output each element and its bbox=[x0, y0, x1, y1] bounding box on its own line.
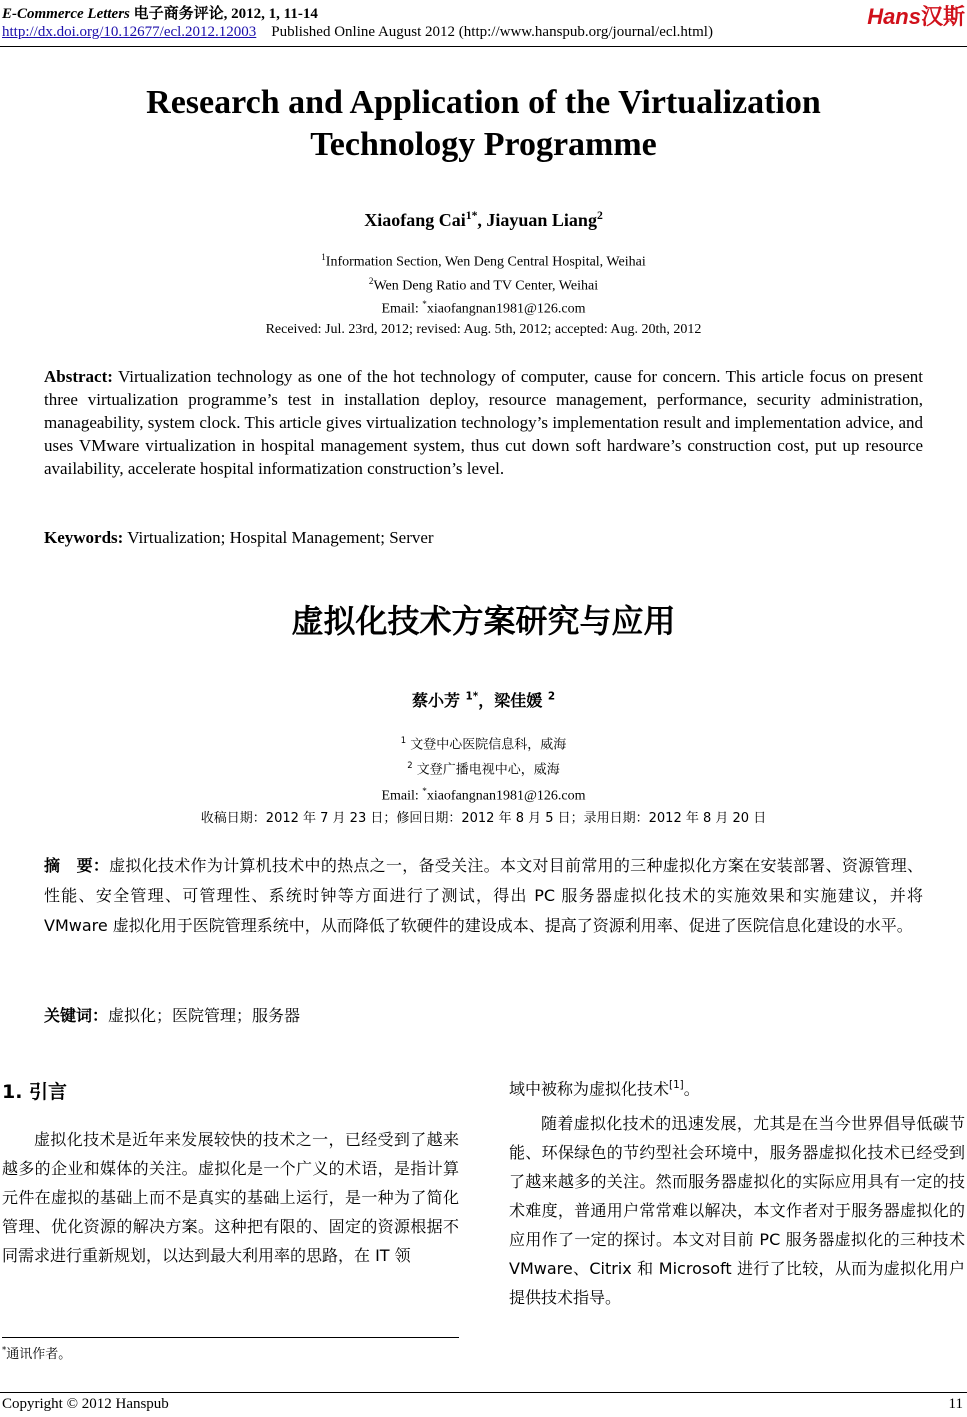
affiliation-2-cn-text: 文登广播电视中心，威海 bbox=[416, 762, 560, 778]
affiliation-2-text: Wen Deng Ratio and TV Center, Weihai bbox=[373, 278, 599, 294]
author-1-cn: 蔡小芳 bbox=[411, 691, 460, 710]
received-dates-english: Received: Jul. 23rd, 2012; revised: Aug. 5th, 2012; accepted: Aug. 20th, 2012 bbox=[265, 322, 702, 337]
footnote-sup: * bbox=[2, 1344, 7, 1355]
affiliation-1-cn bbox=[0, 730, 967, 755]
doi-link[interactable]: http://dx.doi.org/10.12677/ecl.2012.12003 bbox=[2, 24, 257, 40]
footnote-text: 通讯作者。 bbox=[6, 1347, 72, 1362]
author-separator: , bbox=[477, 210, 487, 230]
title-english bbox=[0, 82, 967, 166]
affiliation-1-text: Information Section, Wen Deng Central Hospital, Weihai bbox=[325, 254, 646, 270]
abstract-label: Abstract: bbox=[44, 367, 113, 386]
author-2: Jiayuan Liang bbox=[486, 210, 597, 230]
author-2-sup: 2 bbox=[596, 209, 603, 222]
title-line-1: Research and Application of the Virtualization bbox=[146, 84, 821, 121]
keywords-english bbox=[44, 526, 923, 549]
logo-cn: 汉斯 bbox=[920, 4, 965, 29]
journal-header bbox=[2, 2, 318, 23]
abstract-text-cn: 虚拟化技术作为计算机技术中的热点之一，备受关注。本文对目前常用的三种虚拟化方案在安装部署、资源管理、性能、安全管理、可管理性、系统时钟等方面进行了测试，得出 PC 服务器虚拟化技术的实施效果和实施建议，并将 VMware 虚拟化用于医院管理系统中，从而降低了软硬件的建设成本、提高了资源利用率、促进了医院信息化建设的水平。 bbox=[44, 856, 923, 935]
doi-line bbox=[2, 24, 713, 41]
volume-info: , 2012, 1, 11-14 bbox=[223, 6, 318, 22]
email-sup-cn: * bbox=[422, 785, 427, 796]
keywords-label: Keywords: bbox=[44, 528, 124, 547]
intro-paragraph-left: 虚拟化技术是近年来发展较快的技术之一，已经受到了越来越多的企业和媒体的关注。虚拟化是一个广义的术语，是指计算元件在虚拟的基础上而不是真实的基础上运行，是一种为了简化管理、优化资源的解决方案。这种把有限的、固定的资源根据不同需求进行重新规划，以达到最大利用率的思路，在 IT 领 bbox=[2, 1130, 459, 1265]
author-separator-cn: ， bbox=[478, 691, 495, 710]
author-1-sup: 1* bbox=[465, 209, 478, 222]
footer-divider bbox=[0, 1392, 967, 1393]
logo-latin: Hans bbox=[867, 4, 921, 29]
author-1: Xiaofang Cai bbox=[364, 210, 466, 230]
affiliation-2-cn bbox=[0, 755, 967, 780]
email-address-cn[interactable]: xiaofangnan1981@126.com bbox=[426, 788, 586, 804]
intro-paragraph-right-1 bbox=[509, 1071, 965, 1103]
citation-ref[interactable]: [1] bbox=[669, 1079, 684, 1091]
affiliations-chinese bbox=[0, 730, 967, 806]
keywords-label-cn: 关键词： bbox=[44, 1006, 109, 1025]
authors-chinese bbox=[0, 688, 967, 711]
email-address[interactable]: xiaofangnan1981@126.com bbox=[426, 301, 586, 317]
affiliations-english bbox=[0, 248, 967, 319]
journal-name: E-Commerce Letters bbox=[2, 6, 130, 22]
affiliation-2 bbox=[0, 272, 967, 296]
footnote bbox=[2, 1343, 71, 1362]
affiliation-2-cn-sup: 2 bbox=[407, 760, 413, 771]
abstract-chinese bbox=[44, 851, 923, 941]
affiliation-1-sup: 1 bbox=[321, 252, 326, 262]
title-line-2: Technology Programme bbox=[310, 126, 657, 163]
email-label: Email: bbox=[381, 301, 423, 317]
copyright: Copyright © 2012 Hanspub bbox=[2, 1396, 169, 1412]
email-line-cn bbox=[0, 781, 967, 807]
affiliation-2-sup: 2 bbox=[368, 275, 374, 286]
email-label-cn: Email: bbox=[381, 788, 423, 804]
published-info: Published Online August 2012 (http://www.hanspub.org/journal/ecl.html) bbox=[271, 24, 713, 40]
author-2-cn: 梁佳媛 bbox=[494, 691, 543, 710]
author-2-cn-sup: 2 bbox=[547, 690, 556, 703]
author-1-cn-sup: 1* bbox=[465, 690, 479, 703]
email-sup: * bbox=[422, 299, 427, 310]
keywords-text: Virtualization; Hospital Management; Server bbox=[123, 528, 434, 547]
keywords-chinese bbox=[44, 1003, 923, 1026]
affiliation-1 bbox=[0, 248, 967, 272]
received-dates-chinese: 收稿日期：2012 年 7 月 23 日；修回日期：2012 年 8 月 5 日；录用日期：2012 年 8 月 20 日 bbox=[200, 811, 767, 826]
affiliation-1-cn-text: 文登中心医院信息科，威海 bbox=[410, 737, 567, 753]
authors-english bbox=[0, 209, 967, 231]
journal-name-cn: 电子商务评论 bbox=[133, 6, 224, 22]
hanspub-logo bbox=[867, 0, 965, 31]
affiliation-1-cn-sup: 1 bbox=[400, 735, 407, 745]
intro-paragraph-right-2: 随着虚拟化技术的迅速发展，尤其是在当今世界倡导低碳节能、环保绿色的节约型社会环境中，服务器虚拟化技术已经受到了越来越多的关注。然而服务器虚拟化的实际应用具有一定的技术难度，普通用户常常难以解决，本文作者对于服务器虚拟化的应用作了一定的探讨。本文对目前 PC 服务器虚拟化的三种技术 VMware、Citrix 和 Microsoft 进行了比较，从而为虚拟化用户提供技术指导。 bbox=[509, 1114, 965, 1307]
right-p1-end: 。 bbox=[683, 1079, 700, 1099]
footnote-divider bbox=[2, 1337, 459, 1338]
header-divider bbox=[0, 46, 967, 47]
email-line bbox=[0, 295, 967, 319]
section-heading-intro: 1. 引言 bbox=[2, 1081, 68, 1103]
abstract-text: Virtualization technology as one of the hot technology of computer, cause for concern. This article focus on present three virtualization programme’s test in installation deploy, resource management, performance, security administration, manageability, system clock. This article gives virtualization technology’s implementation result and implementation advice, and uses VMware virtualization in hospital management system, thus cut down soft hardware’s construction cost, put up resource availability, accelerate hospital informatization construction’s level. bbox=[44, 367, 923, 478]
abstract-label-cn: 摘 要： bbox=[44, 856, 110, 875]
page-number: 11 bbox=[948, 1396, 963, 1412]
abstract-english bbox=[44, 365, 923, 480]
title-chinese: 虚拟化技术方案研究与应用 bbox=[291, 602, 676, 640]
keywords-text-cn: 虚拟化；医院管理；服务器 bbox=[108, 1006, 301, 1025]
right-p1-text: 域中被称为虚拟化技术 bbox=[509, 1079, 670, 1099]
